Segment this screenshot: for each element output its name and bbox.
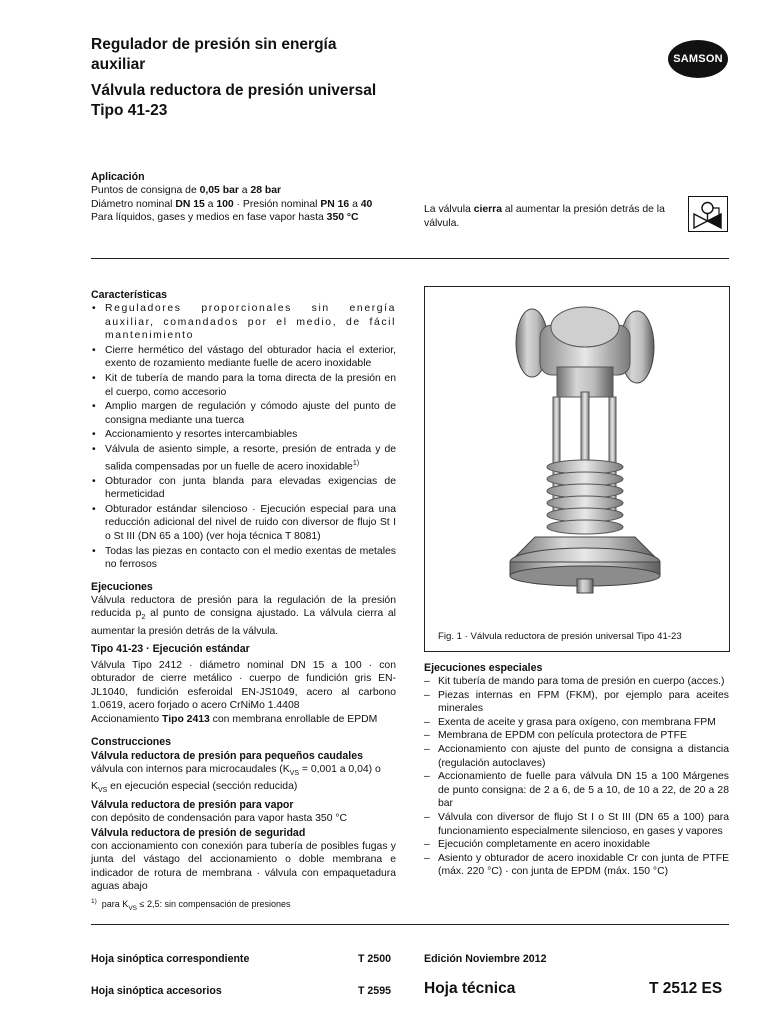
text: La válvula bbox=[424, 204, 474, 215]
constructions-sub-3-text: con accionamiento con conexión para tubería de posibles fugas y junta del vástago del accionamiento o doble membrana e indicador de rotura de membrana · válvula con empaquetadura aguas abajo bbox=[91, 840, 396, 893]
text: Para líquidos, gases y medios en fase vapor hasta bbox=[91, 212, 327, 224]
footnote bbox=[91, 895, 396, 915]
subscript: VS bbox=[289, 769, 300, 777]
text: Diámetro nominal bbox=[91, 198, 176, 210]
text: al punto de consigna ajustado. La válvula cierra al aumentar la presión detrás de la válvula. bbox=[91, 608, 396, 638]
text-bold: PN 16 bbox=[320, 198, 350, 210]
list-item bbox=[424, 852, 729, 879]
text-bold: 100 bbox=[216, 198, 234, 210]
application-section bbox=[91, 170, 411, 225]
features-heading: Características bbox=[91, 289, 167, 301]
subscript: VS bbox=[128, 904, 137, 912]
text: Todas las piezas en contacto con el medio exentas de metales no ferrosos bbox=[105, 545, 396, 571]
list-item bbox=[424, 811, 729, 838]
application-heading: Aplicación bbox=[91, 171, 145, 183]
text: = 0,001 a 0,04) o K bbox=[91, 763, 381, 793]
text: Accionamiento con ajuste del punto de consigna a distancia (regulación autoclaves) bbox=[438, 743, 729, 769]
application-line-1 bbox=[91, 184, 411, 198]
text: en ejecución especial (sección reducida) bbox=[107, 781, 298, 793]
special-versions-section bbox=[424, 661, 729, 879]
text: Asiento y obturador de acero inoxidable Cr con junta de PTFE (máx. 220 °C) · con junta de EPDM (máx. 150 °C) bbox=[438, 852, 729, 878]
text: · Presión nominal bbox=[233, 198, 321, 210]
subtitle-line-2: Tipo 41-23 bbox=[91, 102, 168, 119]
text: válvula con internos para microcaudales (K bbox=[91, 763, 290, 775]
list-item bbox=[424, 716, 729, 730]
footnote-mark: 1) bbox=[352, 459, 360, 467]
list-item bbox=[91, 344, 396, 371]
versions-heading: Ejecuciones bbox=[91, 580, 153, 593]
text-bold: cierra bbox=[473, 204, 502, 215]
standard-text: Válvula Tipo 2412 · diámetro nominal DN 15 a 100 · con obturador de cierre metálico · cuerpo de fundición gris EN-JL1040, fundición esferoidal EN-JS1049, acero al carbono 1.0619, acero forjado o acero CrNiMo 1.4408 bbox=[91, 659, 396, 712]
text: Accionamiento y resortes intercambiables bbox=[105, 429, 298, 441]
list-item bbox=[91, 545, 396, 572]
text: Kit tubería de mando para toma de presión en cuerpo (acces.) bbox=[438, 676, 725, 687]
features-list bbox=[91, 302, 396, 572]
edition-label: Edición Noviembre 2012 bbox=[424, 953, 547, 965]
closing-note bbox=[424, 203, 680, 230]
constructions-sub-2-text: con depósito de condensación para vapor hasta 350 °C bbox=[91, 812, 348, 824]
text: Puntos de consigna de bbox=[91, 185, 200, 196]
valve-photo bbox=[425, 287, 729, 617]
left-column bbox=[91, 288, 396, 915]
footer-row-1-code: T 2500 bbox=[358, 953, 391, 965]
text: con membrana enrollable de EPDM bbox=[209, 713, 378, 725]
list-item bbox=[91, 372, 396, 399]
text: Válvula con diversor de flujo St I o St III (DN 65 a 100) para funcionamiento especialmente silencioso, en gases y vapores bbox=[438, 811, 729, 837]
text: Piezas internas en FPM (FKM), por ejemplo para aceites minerales bbox=[438, 689, 729, 715]
footer-row-1-label: Hoja sinóptica correspondiente bbox=[91, 953, 250, 965]
text: Cierre hermético del vástago del obturador hacia el exterior, exento de rozamiento mediante fuelle de acero inoxidable bbox=[105, 344, 396, 370]
footer-divider bbox=[91, 924, 729, 925]
logo-text: SAMSON bbox=[673, 53, 723, 65]
text: para K bbox=[101, 898, 129, 909]
text: Accionamiento de fuelle para válvula DN 15 a 100 Márgenes de punto consigna: de 2 a 6, de 5 a 10, de 10 a 22, de 20 a 28 bar bbox=[438, 771, 729, 810]
list-item bbox=[424, 770, 729, 811]
text: Amplio margen de regulación y cómodo ajuste del punto de consigna mediante una tuerca bbox=[105, 401, 396, 426]
special-list bbox=[424, 675, 729, 879]
subscript: 2 bbox=[141, 614, 146, 622]
pressure-reducing-valve-symbol-icon bbox=[688, 196, 728, 232]
application-line-2 bbox=[91, 198, 411, 212]
constructions-sub-1: Válvula reductora de presión para pequeños caudales bbox=[91, 749, 363, 762]
text-bold: 350 °C bbox=[326, 212, 359, 224]
standard-heading: Tipo 41-23 · Ejecución estándar bbox=[91, 642, 250, 655]
subscript: VS bbox=[97, 787, 108, 795]
text-bold: 40 bbox=[360, 198, 373, 210]
list-item bbox=[424, 675, 729, 689]
constructions-heading: Construcciones bbox=[91, 735, 172, 748]
figure-box bbox=[424, 286, 730, 652]
text: al aumentar la presión detrás de la válvula. bbox=[424, 204, 665, 229]
divider bbox=[91, 258, 729, 259]
list-item bbox=[424, 743, 729, 770]
text: Accionamiento bbox=[91, 713, 163, 725]
text: Membrana de EPDM con película protectora de PTFE bbox=[438, 730, 687, 742]
text: Reguladores proporcionales sin energía auxiliar, comandados por el medio, de fácil mantenimiento bbox=[105, 303, 396, 342]
doc-type: Hoja técnica bbox=[424, 980, 516, 997]
footer-row-2-code: T 2595 bbox=[358, 985, 391, 997]
subtitle-line-1: Válvula reductora de presión universal bbox=[91, 82, 377, 99]
text: Kit de tubería de mando para la toma directa de la presión en el cuerpo, como accesorio bbox=[105, 372, 396, 398]
list-item bbox=[91, 302, 396, 343]
list-item bbox=[91, 428, 396, 442]
special-heading: Ejecuciones especiales bbox=[424, 662, 543, 674]
text: Válvula reductora de presión para la regulación de la presión reducida p bbox=[91, 594, 396, 620]
title-line-2: auxiliar bbox=[91, 56, 146, 73]
list-item bbox=[91, 400, 396, 427]
text: Obturador con junta blanda para elevadas exigencias de hermeticidad bbox=[105, 475, 396, 501]
text-bold: Tipo 2413 bbox=[162, 713, 210, 725]
footer-row-2-label: Hoja sinóptica accesorios bbox=[91, 985, 222, 997]
actuator-text bbox=[91, 713, 396, 727]
text: Exenta de aceite y grasa para oxígeno, con membrana FPM bbox=[438, 716, 716, 728]
list-item bbox=[91, 443, 396, 474]
text-bold: 0,05 bar bbox=[199, 185, 239, 196]
text: Válvula de asiento simple, a resorte, presión de entrada y de salida compensadas por un fuelle de acero inoxidable bbox=[105, 443, 396, 472]
text-bold: 28 bar bbox=[250, 185, 282, 196]
page-title bbox=[91, 35, 421, 121]
text: Obturador estándar silencioso · Ejecución especial para una reducción adicional del nivel de ruido con diversor de flujo St I o St III (DN 65 a 100) (ver hoja técnica T 8081) bbox=[105, 503, 396, 542]
constructions-sub-3: Válvula reductora de presión de seguridad bbox=[91, 826, 306, 839]
text: ≤ 2,5: sin compensación de presiones bbox=[137, 898, 291, 909]
title-line-1: Regulador de presión sin energía bbox=[91, 36, 337, 53]
text-bold: DN 15 bbox=[175, 198, 205, 210]
list-item bbox=[91, 475, 396, 502]
list-item bbox=[424, 838, 729, 852]
versions-text bbox=[91, 594, 396, 639]
text: a bbox=[204, 198, 217, 210]
list-item bbox=[424, 689, 729, 716]
list-item bbox=[424, 729, 729, 743]
application-line-3 bbox=[91, 211, 411, 225]
doc-number: T 2512 ES bbox=[649, 980, 723, 997]
text: a bbox=[238, 185, 251, 196]
text: a bbox=[349, 198, 361, 210]
constructions-sub-1-text bbox=[91, 763, 396, 798]
samson-logo bbox=[668, 40, 728, 78]
list-item bbox=[91, 503, 396, 544]
figure-caption: Fig. 1 · Válvula reductora de presión universal Tipo 41-23 bbox=[438, 631, 682, 642]
text: Ejecución completamente en acero inoxidable bbox=[438, 839, 650, 851]
constructions-sub-2: Válvula reductora de presión para vapor bbox=[91, 798, 294, 811]
footnote-mark: 1) bbox=[91, 897, 97, 905]
